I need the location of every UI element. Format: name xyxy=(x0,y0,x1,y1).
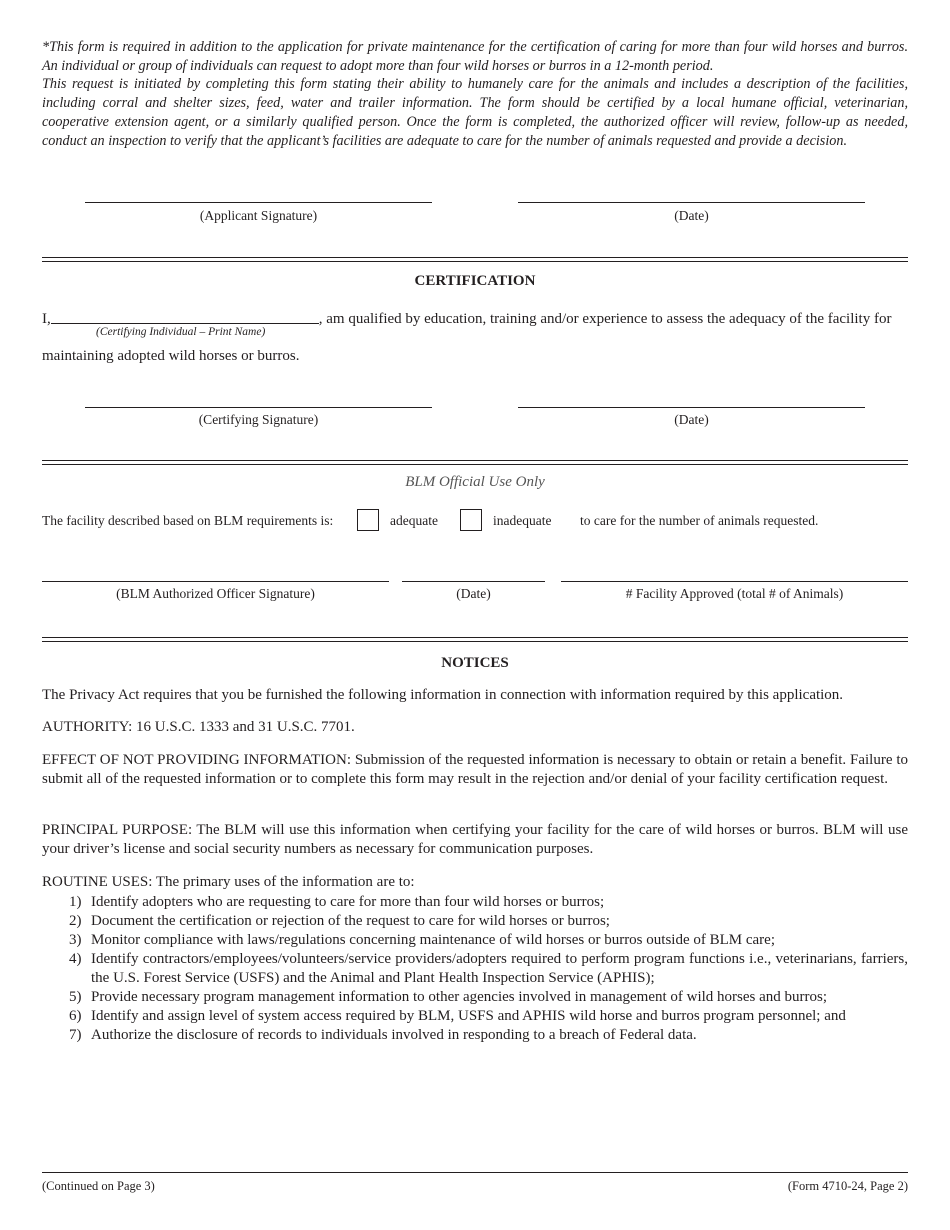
routine-uses-heading: ROUTINE USES: The primary uses of the information are to: xyxy=(42,874,415,890)
applicant-signature-label: (Applicant Signature) xyxy=(199,208,318,223)
applicant-date-field[interactable] xyxy=(518,202,865,203)
applicant-date-label: (Date) xyxy=(674,208,709,223)
facility-assessment-text: The facility described based on BLM requirements is: xyxy=(42,513,334,528)
list-item: 6) Identify and assign level of system access required by BLM, USFS and APHIS wild horse and burros program personnel; and xyxy=(69,1008,846,1024)
facility-approved-label: # Facility Approved (total # of Animals) xyxy=(625,586,844,601)
list-item: 4) Identify contractors/employees/volunteers/service providers/adopters required to perform program functions i.e., veterinarians, farriers, the U.S. Forest Service (USFS) and the Animal and Plant Health Inspection Service (APHIS); xyxy=(69,951,908,986)
inadequate-label: inadequate xyxy=(493,513,552,528)
intro-paragraph-1: *This form is required in addition to the application for private maintenance for the certification of caring for more than four wild horses and burros. An individual or group of individuals can request to adopt more than four wild horses or burros in a 12-month period. xyxy=(42,39,908,74)
authority-notice: AUTHORITY: 16 U.S.C. 1333 and 31 U.S.C. 7701. xyxy=(42,719,355,735)
intro-instructions xyxy=(42,38,908,150)
facility-assessment-suffix: to care for the number of animals requested. xyxy=(580,513,819,528)
form-number: (Form 4710-24, Page 2) xyxy=(787,1179,908,1193)
blm-date-label: (Date) xyxy=(456,586,491,601)
print-name-label: (Certifying Individual – Print Name) xyxy=(96,326,266,338)
facility-approved-field[interactable] xyxy=(561,581,908,582)
privacy-act-notice: The Privacy Act requires that you be furnished the following information in connection with information required by this application. xyxy=(42,687,844,703)
blm-official-use-heading: BLM Official Use Only xyxy=(405,474,545,490)
adequate-label: adequate xyxy=(390,513,438,528)
routine-uses-list xyxy=(42,893,908,1045)
blm-officer-signature-field[interactable] xyxy=(42,581,389,582)
applicant-signature-field[interactable] xyxy=(85,202,432,203)
form-page xyxy=(42,0,908,1230)
adequate-checkbox[interactable] xyxy=(357,509,379,531)
section-divider xyxy=(42,257,908,262)
certifying-date-field[interactable] xyxy=(518,407,865,408)
list-item: 1) Identify adopters who are requesting to care for more than four wild horses or burros; xyxy=(69,894,605,910)
certifying-name-field[interactable] xyxy=(51,309,319,324)
blm-officer-signature-label: (BLM Authorized Officer Signature) xyxy=(116,586,315,601)
certification-heading: CERTIFICATION xyxy=(414,273,536,289)
list-item: 2) Document the certification or rejection of the request to care for wild horses or burros; xyxy=(69,913,610,929)
list-item: 5) Provide necessary program management information to other agencies involved in management of wild horses and burros; xyxy=(69,989,828,1005)
certifying-date-label: (Date) xyxy=(674,412,709,427)
notices-heading: NOTICES xyxy=(441,655,509,671)
certification-prefix: I, xyxy=(42,311,51,327)
certifying-signature-field[interactable] xyxy=(85,407,432,408)
blm-date-field[interactable] xyxy=(402,581,545,582)
certification-statement-text: , am qualified by education, training and/or experience to assess the adequacy of the facility for xyxy=(318,311,892,327)
inadequate-checkbox[interactable] xyxy=(460,509,482,531)
footer-divider xyxy=(42,1172,908,1173)
section-divider xyxy=(42,637,908,642)
certifying-signature-label: (Certifying Signature) xyxy=(198,412,319,427)
continued-note: (Continued on Page 3) xyxy=(42,1179,155,1193)
list-item: 3) Monitor compliance with laws/regulations concerning maintenance of wild horses or burros outside of BLM care; xyxy=(69,932,775,948)
list-item: 7) Authorize the disclosure of records to individuals involved in responding to a breach of Federal data. xyxy=(69,1027,697,1043)
effect-notice: EFFECT OF NOT PROVIDING INFORMATION: Submission of the requested information is necessary to obtain or retain a benefit. Failure to submit all of the requested information or to complete this form may result in the rejection and/or denial of your facility certification request. xyxy=(42,752,908,787)
intro-paragraph-2: This request is initiated by completing this form stating their ability to humanely care for the animals and includes a description of the facilities, including corral and shelter sizes, feed, water and trailer information. The form should be certified by a local humane official, veterinarian, cooperative extension agent, or a similarly qualified person. Once the form is completed, the authorized officer will review, follow-up as needed, conduct an inspection to verify that the applicant’s facilities are adequate to care for the number of animals requested and provide a decision. xyxy=(42,76,908,149)
principal-purpose-notice: PRINCIPAL PURPOSE: The BLM will use this information when certifying your facility for the care of wild horses or burros. BLM will use your driver’s license and social security numbers as necessary for communication purposes. xyxy=(42,822,908,857)
section-divider xyxy=(42,460,908,465)
certification-statement-continued: maintaining adopted wild horses or burros. xyxy=(42,348,300,364)
